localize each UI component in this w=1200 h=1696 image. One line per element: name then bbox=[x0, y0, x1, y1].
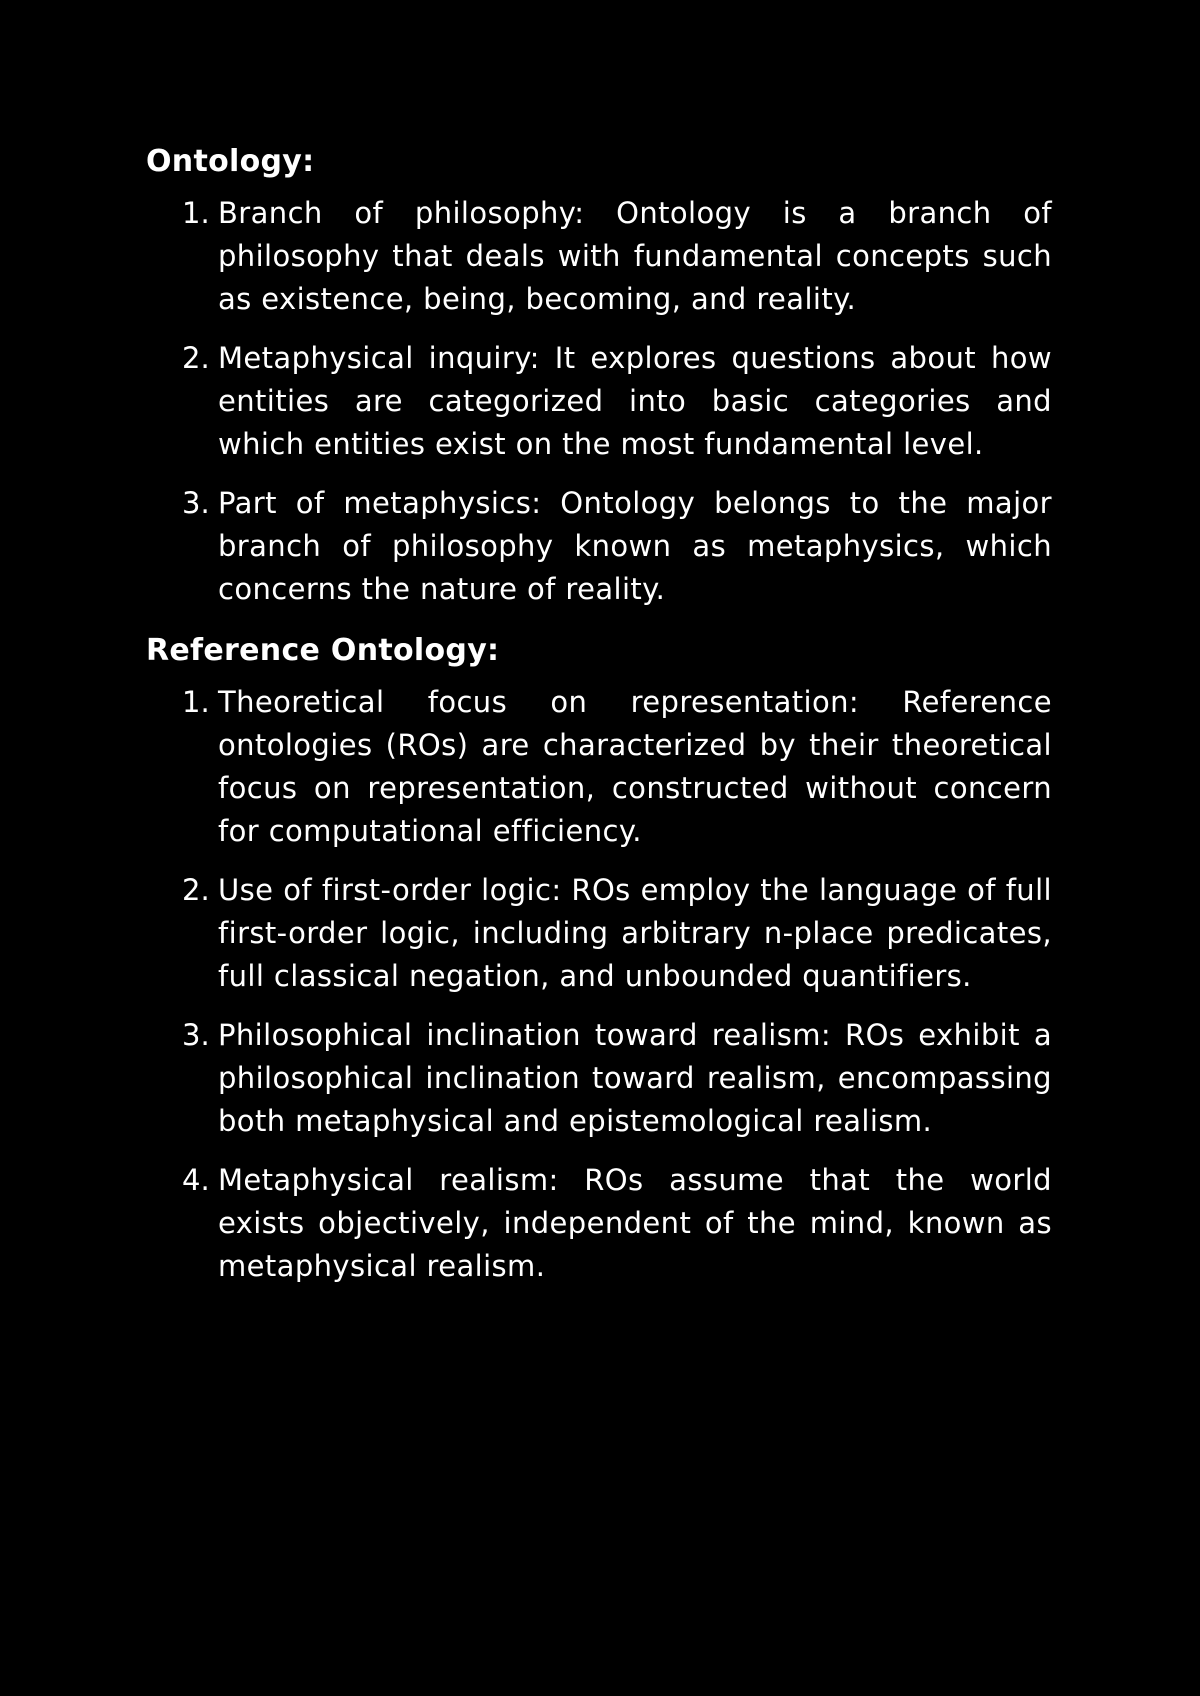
item-number: 4. bbox=[182, 1163, 210, 1197]
item-number: 3. bbox=[182, 1018, 210, 1052]
item-number: 3. bbox=[182, 486, 210, 520]
item-number: 1. bbox=[182, 196, 210, 230]
list-item bbox=[146, 681, 1052, 853]
item-text: Branch of philosophy: Ontology is a branch of philosophy that deals with fundamental concepts such as existence, being, becoming, and reality. bbox=[218, 196, 1052, 316]
item-text: Theoretical focus on representation: Reference ontologies (ROs) are characterized by their theoretical focus on representation, constructed without concern for computational efficiency. bbox=[218, 685, 1052, 848]
item-number: 1. bbox=[182, 685, 210, 719]
list-item bbox=[146, 337, 1052, 466]
section-heading-reference-ontology: Reference Ontology: bbox=[146, 633, 500, 668]
item-text: Use of first-order logic: ROs employ the language of full first-order logic, including arbitrary n-place predicates, full classical negation, and unbounded quantifiers. bbox=[218, 873, 1052, 993]
list-item bbox=[146, 869, 1052, 998]
item-text: Philosophical inclination toward realism: ROs exhibit a philosophical inclination toward realism, encompassing both metaphysical and epistemological realism. bbox=[218, 1018, 1052, 1138]
document-page bbox=[146, 138, 1052, 1304]
reference-ontology-list bbox=[146, 681, 1052, 1288]
ontology-list bbox=[146, 192, 1052, 611]
section-heading-ontology: Ontology: bbox=[146, 144, 315, 179]
item-number: 2. bbox=[182, 873, 210, 907]
list-item bbox=[146, 1159, 1052, 1288]
item-number: 2. bbox=[182, 341, 210, 375]
list-item bbox=[146, 1014, 1052, 1143]
item-text: Metaphysical inquiry: It explores questions about how entities are categorized into basic categories and which entities exist on the most fundamental level. bbox=[218, 341, 1052, 461]
item-text: Metaphysical realism: ROs assume that the world exists objectively, independent of the mind, known as metaphysical realism. bbox=[218, 1163, 1052, 1283]
list-item bbox=[146, 482, 1052, 611]
item-text: Part of metaphysics: Ontology belongs to the major branch of philosophy known as metaphysics, which concerns the nature of reality. bbox=[218, 486, 1052, 606]
list-item bbox=[146, 192, 1052, 321]
